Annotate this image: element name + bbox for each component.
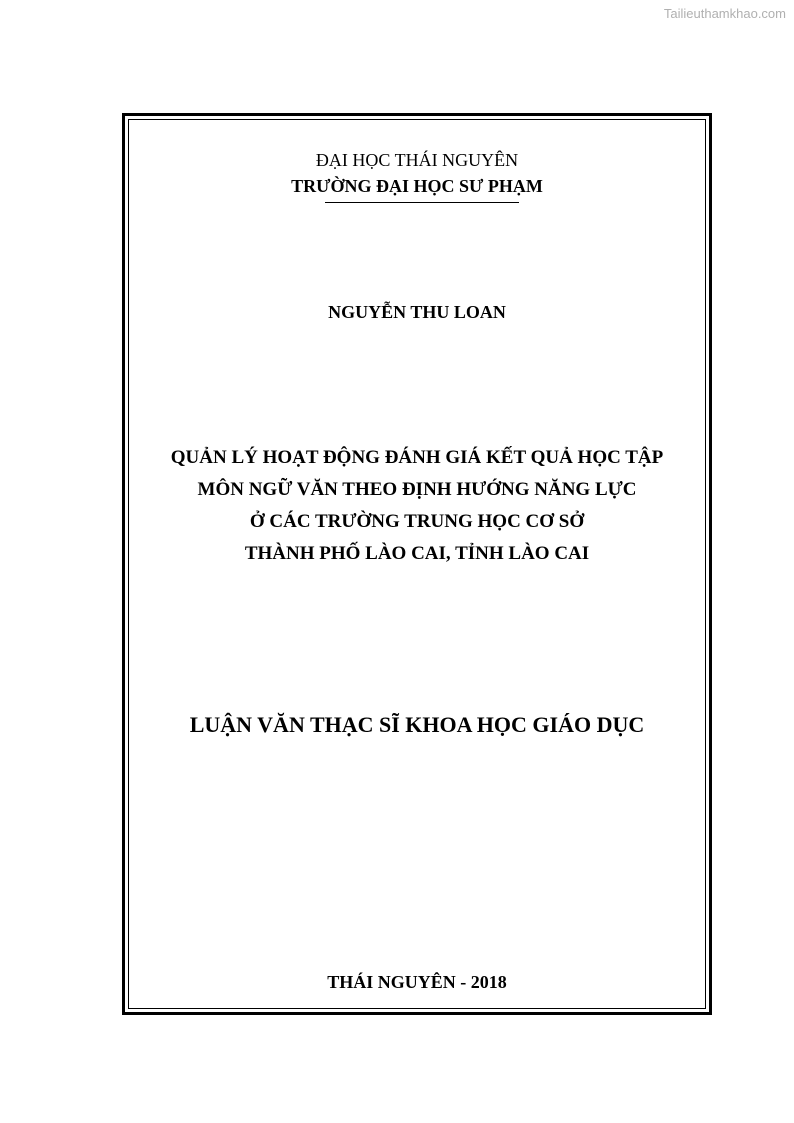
degree-type: LUẬN VĂN THẠC SĨ KHOA HỌC GIÁO DỤC <box>189 712 645 737</box>
place-year: THÁI NGUYÊN - 2018 <box>327 972 507 992</box>
thesis-title-line: THÀNH PHỐ LÀO CAI, TỈNH LÀO CAI <box>244 543 590 564</box>
header-divider <box>325 202 519 203</box>
thesis-title-line: MÔN NGỮ VĂN THEO ĐỊNH HƯỚNG NĂNG LỰC <box>197 479 637 500</box>
author-name: NGUYỄN THU LOAN <box>328 302 506 322</box>
cover-border <box>122 113 712 1015</box>
cover-inner-border <box>128 119 706 1009</box>
school-name: TRƯỜNG ĐẠI HỌC SƯ PHẠM <box>291 176 543 196</box>
thesis-title-line: Ở CÁC TRƯỜNG TRUNG HỌC CƠ SỞ <box>249 511 585 532</box>
thesis-title <box>129 442 705 570</box>
watermark-text: Tailieuthamkhao.com <box>663 6 786 21</box>
thesis-title-line: QUẢN LÝ HOẠT ĐỘNG ĐÁNH GIÁ KẾT QUẢ HỌC TẬP <box>170 447 664 468</box>
university-name: ĐẠI HỌC THÁI NGUYÊN <box>315 150 519 170</box>
